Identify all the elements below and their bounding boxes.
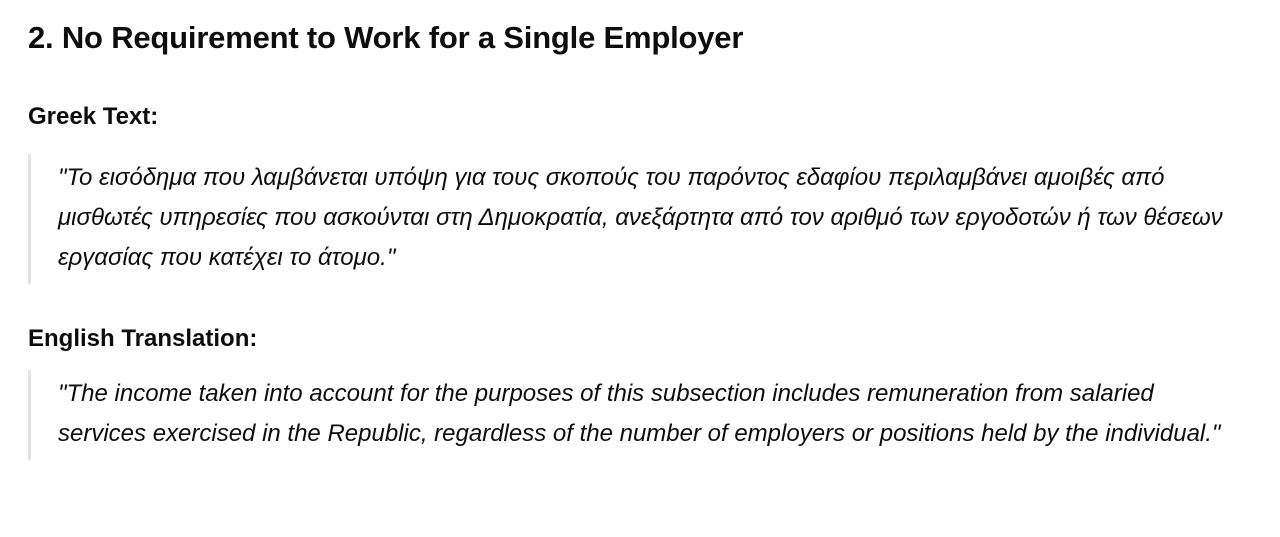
english-quote-text: "The income taken into account for the purposes of this subsection includes remuneration from salaried services exercised in the Republic, regardless of the number of employers or positions held by the individual."	[58, 380, 1221, 447]
greek-text-label: Greek Text:	[28, 103, 159, 130]
greek-quote-text: "Το εισόδημα που λαμβάνεται υπόψη για τους σκοπούς του παρόντος εδαφίου περιλαμβάνει αμοιβές από μισθωτές υπηρεσίες που ασκούνται στη Δημοκρατία, ανεξάρτητα από τον αριθμό των εργοδοτών ή των θέσεων εργασίας που κατέχει το άτομο."	[58, 164, 1223, 271]
english-translation-label: English Translation:	[28, 325, 258, 352]
greek-text-quote	[28, 154, 1228, 284]
section-title: 2. No Requirement to Work for a Single Employer	[28, 20, 744, 55]
english-translation-quote	[28, 370, 1228, 460]
